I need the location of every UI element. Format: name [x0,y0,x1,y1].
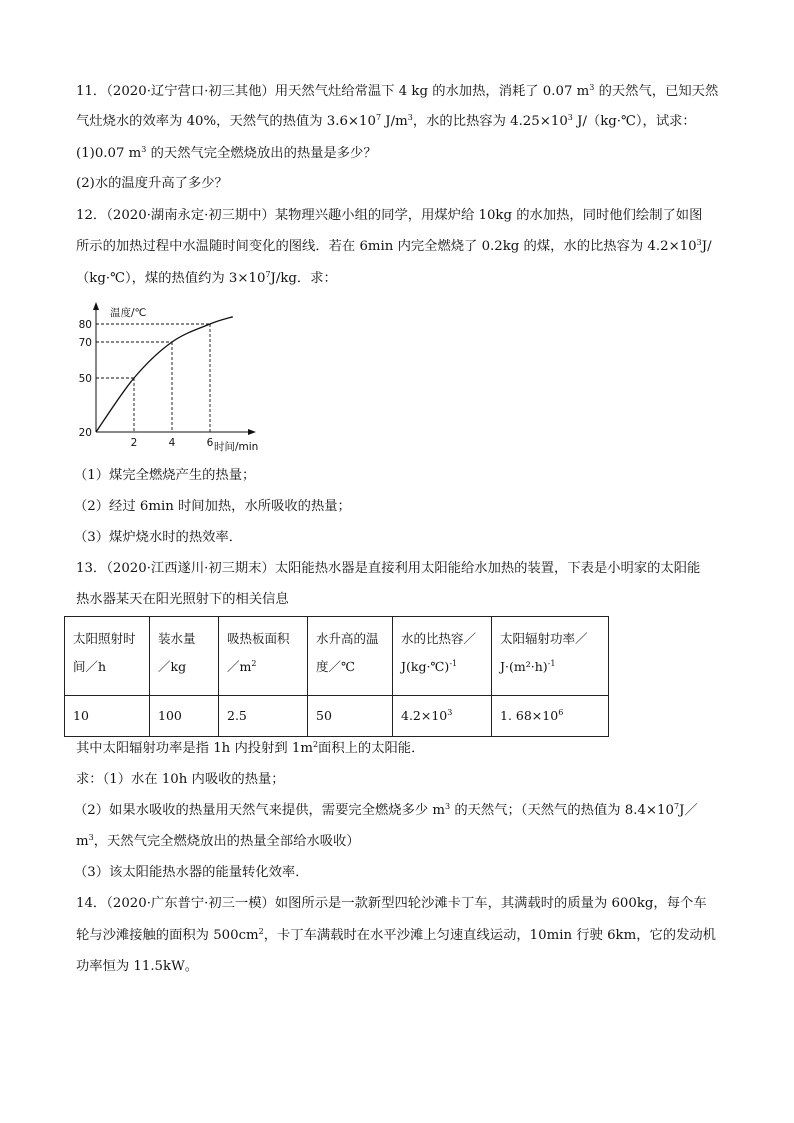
q14-line-3: 功率恒为 11.5kW。 [76,959,199,974]
table-cell: 100 [150,696,219,737]
table-cell: 10 [65,696,150,737]
x-tick-label: 4 [168,437,176,449]
header-cell: 水升高的温 度／℃ [308,617,393,696]
q11-line-2: 气灶烧水的效率为 40%，天然气的热值为 $3.6\times 10^7$ $J/m^3$，水的比热容为 $4.25\times 10^3$ J/（kg·℃），试求： [76,113,696,129]
header-cell: 太阳辐射功率／ $J\cdot(m^2\cdot h)^{-1}$ [492,617,609,696]
q13-sub-3: （3）该太阳能热水器的能量转化效率． [74,865,309,880]
table-cell: $4.2\times 10^3$ [393,696,492,737]
solar-info-table [64,616,609,737]
q13-line-2: 热水器某天在阳光照射下的相关信息 [76,592,289,607]
q12-sub-1: （1）煤完全燃烧产生的热量； [74,468,256,483]
table-cell: 50 [308,696,393,737]
q14-line-1: 14．（2020·广东普宁·初三一模）如图所示是一款新型四轮沙滩卡丁车，其满载时的质量为 600kg，每个车 [76,896,707,911]
q12-sub-3: （3）煤炉烧水时的热效率． [74,530,243,545]
x-tick-label: 6 [206,437,214,449]
header-cell: 装水量 ／kg [150,617,219,696]
q12-line-3: （kg·℃），煤的热值约为 $3\times 10^7J/kg$．求： [76,270,337,286]
chart-ticks [79,319,214,449]
q12-line-2: 所示的加热过程中水温随时间变化的图线．若在 6min 内完全燃烧了 0.2kg 的煤，水的比热容为 $4.2\times 10^3J/$ [76,238,712,254]
q13-note: 其中太阳辐射功率是指 1h 内投射到 $1m^2$面积上的太阳能． [76,740,425,756]
series-line [96,317,233,432]
q13-sub-1: 求：（1）水在 10h 内吸收的热量； [76,772,285,787]
q13-line-1: 13．（2020·江西遂川·初三期末）太阳能热水器是直接利用太阳能给水加热的装置，下表是小明家的太阳能 [76,561,701,576]
table-row [65,696,609,737]
chart-guides [96,324,210,432]
temperature-time-chart [76,300,286,456]
header-cell: 水的比热容／ J(kg·℃)$^{-1}$ [393,617,492,696]
y-axis-label: 温度/℃ [110,307,147,319]
table-header-row [65,617,609,696]
x-axis-label: 时间/min [214,441,259,453]
q11-sub-2: (2)水的温度升高了多少？ [76,176,228,191]
q12-line-1: 12．（2020·湖南永定·初三期中）某物理兴趣小组的同学，用煤炉给 10kg 的水加热，同时他们绘制了如图 [76,208,703,223]
x-axis-arrow [248,429,256,435]
q11-line-1: 11．（2020·辽宁营口·初三其他）用天然气灶给常温下 4 kg 的水加热，消耗了 0.07 $m^3$ 的天然气，已知天然 [76,83,719,99]
table-cell: 2.5 [219,696,308,737]
header-cell: 吸热板面积 $/m^2$ [219,617,308,696]
y-tick-label: 70 [78,337,92,349]
header-cell: 太阳照射时 间／h [65,617,150,696]
y-tick-label: 50 [78,373,92,385]
q12-sub-2: （2）经过 6min 时间加热，水所吸收的热量； [74,499,351,514]
x-tick-label: 2 [130,437,138,449]
y-tick-label: 80 [78,319,92,331]
table-cell: 1. $68\times 10^6$ [492,696,609,737]
q13-sub-2: （2）如果水吸收的热量用天然气来提供，需要完全燃烧多少 $m^3$ 的天然气；（天然气的热值为 $8.4\times 10^7J/$ [74,802,698,818]
q13-sub-2-cont: $m^3$，天然气完全燃烧放出的热量全部给水吸收） [76,833,360,849]
q14-line-2: 轮与沙滩接触的面积为 $500cm^2$，卡丁车满载时在水平沙滩上匀速直线运动，10min 行驶 6km，它的发动机 [76,927,716,943]
q11-sub-1: (1)0.07 $m^3$ 的天然气完全燃烧放出的热量是多少？ [76,145,377,161]
y-axis-arrow [93,302,99,310]
y-tick-label: 20 [78,427,92,439]
